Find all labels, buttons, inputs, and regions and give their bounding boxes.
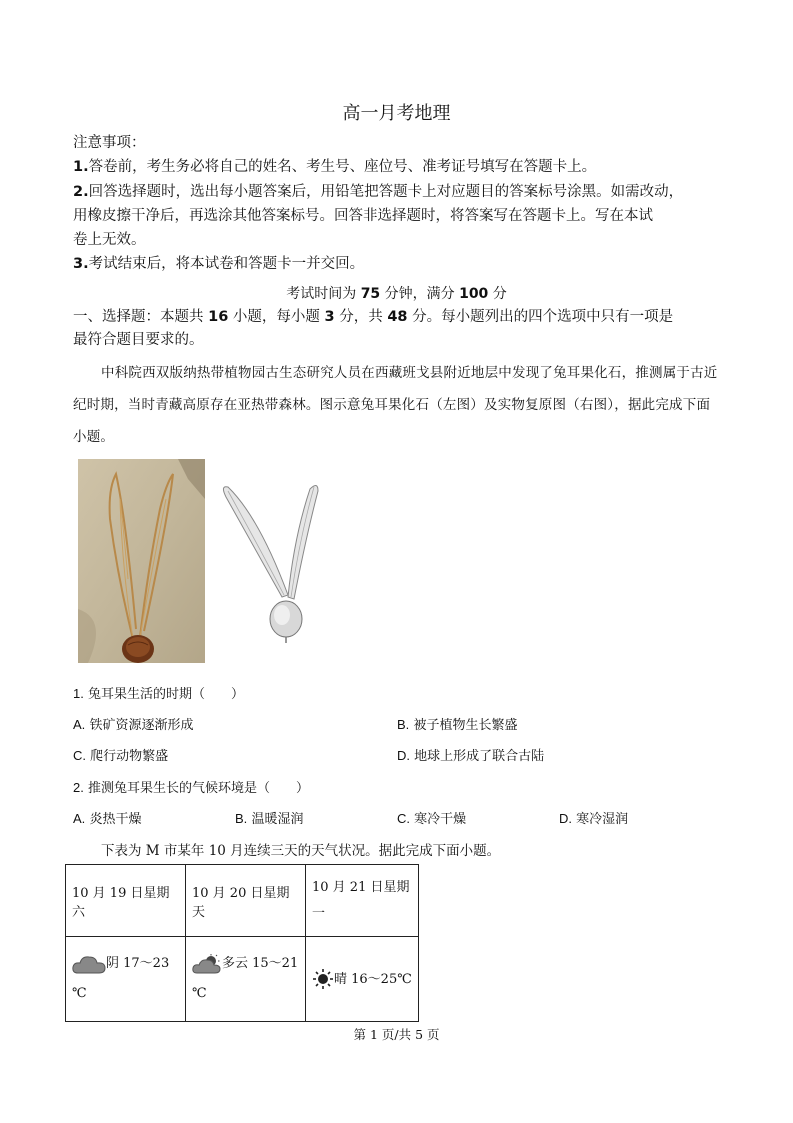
q2-option-a: A. 炎热干燥 bbox=[73, 811, 142, 827]
question-2-stem: 2. 推测兔耳果生长的气候环境是（ ） bbox=[73, 780, 309, 796]
section-heading: 一、选择题：本题共 16 小题，每小题 3 分，共 48 分。每小题列出的四个选项中只有一项是 最符合题目要求的。 bbox=[73, 309, 674, 348]
overcast-cloud-icon bbox=[72, 954, 106, 974]
weather-day-1: 阴 17～23 ℃ bbox=[66, 937, 186, 1022]
note-item-3: 3.考试结束后，将本试卷和答题卡一并交回。 bbox=[73, 256, 365, 273]
weather-table bbox=[65, 864, 419, 1022]
weather-day-2: 多云 15～21 ℃ bbox=[186, 937, 306, 1022]
passage-2: 下表为 M 市某年 10 月连续三天的天气状况。据此完成下面小题。 bbox=[101, 843, 501, 859]
partly-cloudy-icon bbox=[192, 954, 222, 974]
note-item-2-cont: 卷上无效。 bbox=[73, 232, 146, 249]
q1-option-a: A. 铁矿资源逐渐形成 bbox=[73, 717, 194, 733]
notes-heading: 注意事项： bbox=[73, 135, 146, 151]
page-title: 高一月考地理 bbox=[342, 103, 451, 124]
q2-option-d: D. 寒冷湿润 bbox=[559, 811, 629, 827]
note-item-1: 1.答卷前，考生务必将自己的姓名、考生号、座位号、准考证号填写在答题卡上。 bbox=[73, 159, 597, 176]
exam-info: 考试时间为 75 分钟，满分 100 分 bbox=[286, 286, 507, 302]
q2-option-b: B. 温暖湿润 bbox=[235, 811, 304, 827]
sun-icon bbox=[312, 968, 334, 990]
q2-option-c: C. 寒冷干燥 bbox=[397, 811, 467, 827]
weather-day-3: 晴 16～25℃ bbox=[306, 937, 419, 1022]
q1-option-d: D. 地球上形成了联合古陆 bbox=[397, 748, 545, 764]
fossil-photo bbox=[78, 459, 205, 663]
note-item-2-cont: 用橡皮擦干净后，再选涂其他答案标号。回答非选择题时，将答案写在答题卡上。写在本试 bbox=[73, 207, 653, 224]
reconstruction-drawing bbox=[214, 477, 324, 645]
header-day-3: 10 月 21 日星期 一 bbox=[306, 865, 419, 937]
q1-option-b: B. 被子植物生长繁盛 bbox=[397, 717, 518, 733]
page-footer: 第 1 页/共 5 页 bbox=[353, 1027, 440, 1042]
header-day-1: 10 月 19 日星期六 bbox=[66, 865, 186, 937]
header-day-2: 10 月 20 日星期天 bbox=[186, 865, 306, 937]
q1-option-c: C. 爬行动物繁盛 bbox=[73, 748, 169, 764]
note-item-2: 2.回答选择题时，选出每小题答案后，用铅笔把答题卡上对应题目的答案标号涂黑。如需改动， bbox=[73, 183, 684, 200]
question-1-stem: 1. 兔耳果生活的时期（ ） bbox=[73, 686, 244, 702]
notes-block bbox=[73, 131, 683, 277]
passage-1: 中科院西双版纳热带植物园古生态研究人员在西藏班戈县附近地层中发现了兔耳果化石，推测属于古近纪时期，当时青藏高原存在亚热带森林。图示意兔耳果化石（左图）及实物复原图（右图），据此完成下面小题。 bbox=[73, 365, 718, 445]
